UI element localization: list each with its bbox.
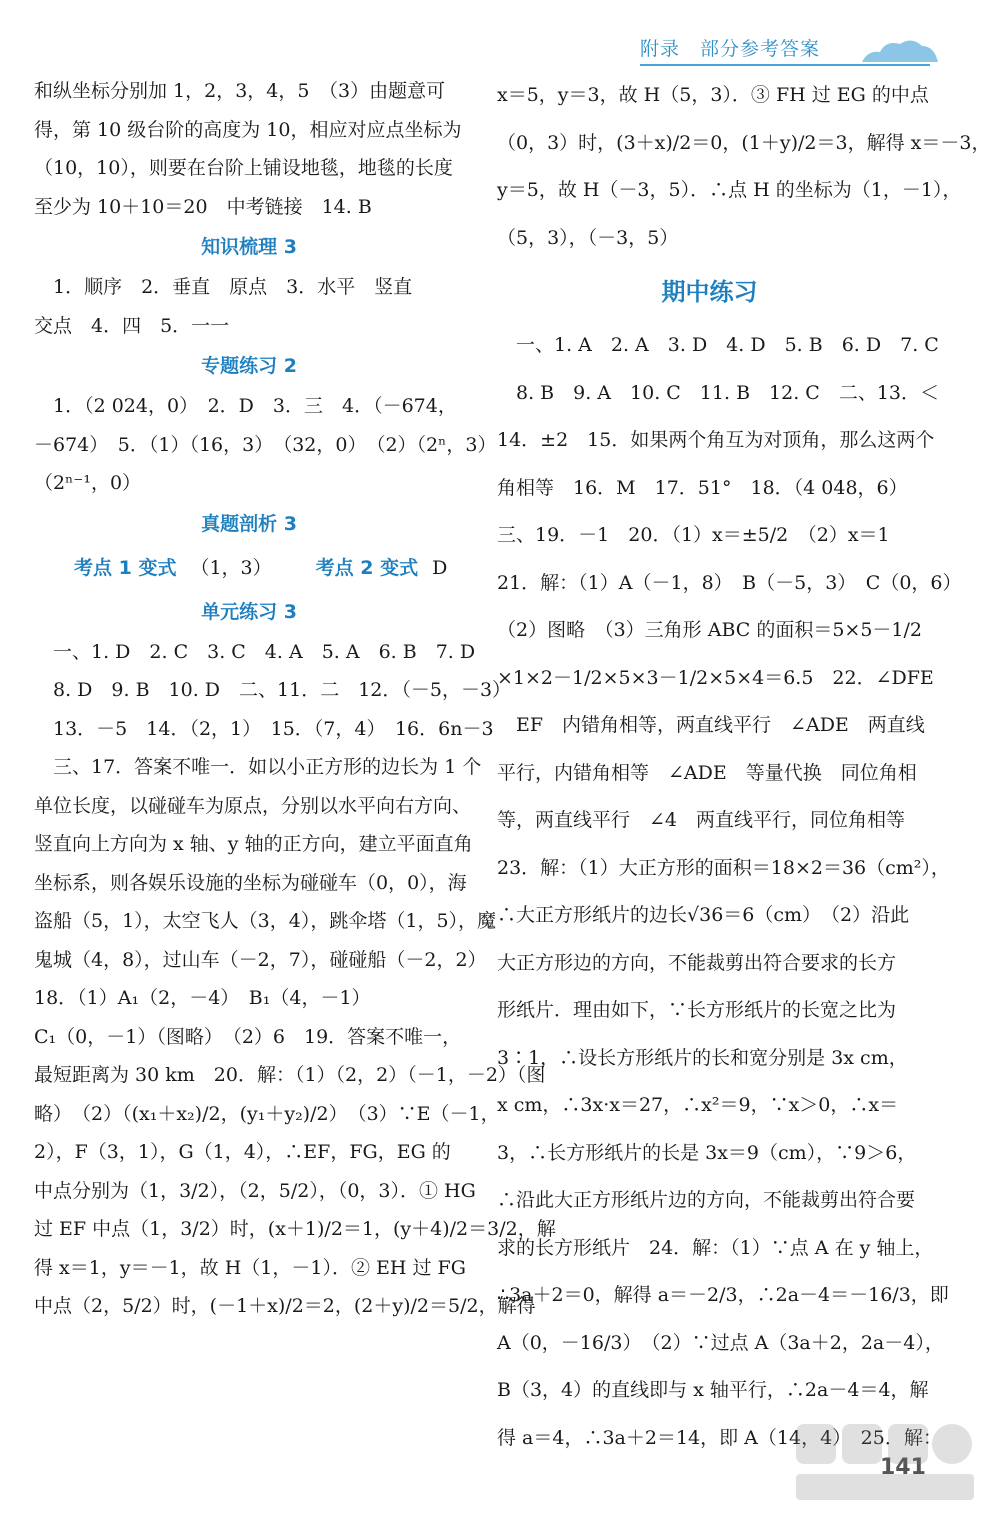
text-line [34,188,464,227]
answer-text: 大正方形边的方向，不能裁剪出符合要求的长方 [497,951,897,974]
answer-text: 中点（2，5/2）时，(－1＋x)/2＝2，(2＋y)/2＝5/2，解得 [34,1295,536,1317]
page-header [640,30,970,64]
text-line [497,1035,922,1083]
header-title: 附录 部分参考答案 [640,38,821,60]
text-line [497,370,940,418]
answer-text: 一、1. A 2. A 3. D 4. D 5. B 6. D 7. C [497,334,939,356]
text-line [497,987,922,1035]
answer-text: 和纵坐标分别加 1，2，3，4，5 （3）由题意可 [34,80,446,102]
answer-text: 三、17．答案不唯一．如以小正方形的边长为 1 个 [34,756,482,778]
variant-label: 考点 2 变式 [315,556,419,579]
text-line [497,120,991,168]
text-line [34,941,487,980]
answer-text: 角相等 16．M 17．51° 18．（4 048，6） [497,476,908,499]
answer-text: 一、1. D 2. C 3. C 4. A 5. A 6. B 7. D [34,640,476,663]
watermark-logo [790,1418,980,1508]
answer-text: C₁（0，－1）（图略） （2）6 19．答案不唯一， [34,1025,462,1048]
answer-text: －674） 5．（1）（16，3） （32，0） （2）（2ⁿ，3） [34,433,497,456]
answer-text: y＝5，故 H（－3，5）．∴点 H 的坐标为（1，－1）， [497,179,962,201]
text-line [34,1287,536,1326]
text-line [497,322,939,370]
section-heading [34,591,464,633]
answer-text: 21．解：（1）A（－1，8） B（－5，3） C（0，6） [497,571,962,594]
answer-text: 8. D 9. B 10. D 二、11．二 12．（－5，－3） [34,679,512,701]
answer-text: 等，两直线平行 ∠4 两直线平行，同位角相等 [497,809,906,831]
section-title: 专题练习 2 [201,355,297,377]
answer-text: 三、19．－1 20．（1）x＝±5/2 （2）x＝1 [497,524,890,546]
answer-text: 8. B 9. A 10. C 11. B 12. C 二、13．＜ [497,381,940,404]
section-heading [34,503,464,545]
text-line [34,268,464,307]
answer-text: x cm，∴3x·x＝27，∴x²＝9，∵x＞0，∴x＝ [497,1094,899,1116]
text-line [34,307,464,346]
text-line [34,464,464,503]
answer-text: ×1×2－1/2×5×3－1/2×5×4＝6.5 22．∠DFE [497,666,934,689]
variant-line [34,545,464,591]
section-title: 单元练习 3 [201,600,297,623]
text-line [34,1095,500,1134]
section-heading [497,262,922,322]
text-line [34,748,482,787]
text-line [497,655,934,703]
text-line [34,1133,464,1172]
answer-text: 1．（2 024，0） 2．D 3．三 4．（－674， [34,395,457,417]
text-line [497,797,922,845]
answer-text: 23．解：（1）大正方形的面积＝18×2＝36（cm²）， [497,856,950,879]
section-heading [34,226,464,268]
answer-text: x＝5，y＝3，故 H（5，3）．③ FH 过 EG 的中点 [497,84,929,106]
text-line [34,979,464,1018]
right-column [497,72,991,1462]
text-line [497,1130,922,1178]
text-line [497,215,922,263]
answer-text: 求的长方形纸片 24．解：（1）∵点 A 在 y 轴上， [497,1236,934,1259]
text-line [497,1082,922,1130]
answer-text: （0，3）时，(3＋x)/2＝0，(1＋y)/2＝3，解得 x＝－3， [497,131,991,154]
answer-text: B（3，4）的直线即与 x 轴平行，∴2a－4＝4，解 [497,1379,929,1401]
text-line [497,750,922,798]
answer-text: 得 a＝4，∴3a＋2＝14，即 A（14，4） 25．解： [497,1426,942,1449]
answer-text: 交点 4．四 5．一一 [34,314,230,337]
answer-text: （10，10），则要在台阶上铺设地毯，地毯的长度 [34,157,453,179]
answer-text: 3∶1，∴设长方形纸片的长和宽分别是 3x cm， [497,1046,908,1069]
answer-text: 得 x＝1，y＝－1，故 H（1，－1）．② EH 过 FG [34,1256,466,1279]
variant-answer: （1，3） [190,556,272,579]
answer-text: 鬼城（4，8），过山车（－2，7），碰碰船（－2，2） [34,948,487,971]
text-line [34,825,473,864]
answer-text: 单位长度，以碰碰车为原点，分别以水平向右方向、 [34,794,472,817]
text-line [34,787,472,826]
answer-text: 坐标系，则各娱乐设施的坐标为碰碰车（0，0），海 [34,871,467,894]
answer-text: 最短距离为 30 km 20．解：（1）（2，2）（－1，－2）（图 [34,1064,546,1086]
answer-text: 盗船（5，1），太空飞人（3，4），跳伞塔（1，5），魔 [34,910,497,932]
text-line [497,72,929,120]
text-line [34,710,494,749]
text-line [497,892,922,940]
text-line [34,671,512,710]
cloud-icon [860,34,940,64]
text-line [34,149,464,188]
answer-text: （2）图略 （3）三角形 ABC 的面积＝5×5－1/2 [497,619,923,641]
text-line [34,1018,464,1057]
answer-text: （2ⁿ⁻¹，0） [34,472,142,494]
left-column [34,72,556,1326]
answer-text: ∴3a＋2＝0，解得 a＝－2/3，∴2a－4＝－16/3，即 [497,1284,949,1306]
answer-text: ∴大正方形纸片的边长√36＝6（cm） （2）沿此 [497,904,910,926]
text-line [497,1177,922,1225]
section-title: 真题剖析 3 [201,512,297,535]
answer-text: 1．顺序 2．垂直 原点 3．水平 竖直 [34,276,413,298]
answer-text: 竖直向上方向为 x 轴、y 轴的正方向，建立平面直角 [34,833,473,855]
answer-text: EF 内错角相等，两直线平行 ∠ADE 两直线 [497,714,925,736]
page-number: 141 [880,1455,926,1480]
answer-text: 中点分别为（1，3/2），（2，5/2），（0，3）．① HG [34,1179,476,1202]
text-line [34,902,497,941]
text-line [497,845,950,893]
answer-text: 18．（1）A₁（2，－4） B₁（4，－1） [34,987,371,1009]
section-title: 期中练习 [661,278,758,306]
text-line [34,864,467,903]
section-heading [34,345,464,387]
text-line [497,417,935,465]
answer-text: 过 EF 中点（1，3/2）时，(x＋1)/2＝1，(y＋4)/2＝3/2，解 [34,1218,556,1240]
section-title: 知识梳理 3 [201,236,297,258]
text-line [497,167,962,215]
text-line [497,560,962,608]
text-line [34,1210,556,1249]
answer-text: ∴沿此大正方形纸片边的方向，不能裁剪出符合要 [497,1189,916,1211]
text-line [497,1367,929,1415]
variant-label: 考点 1 变式 [74,556,177,579]
answer-text: 得，第 10 级台阶的高度为 10，相应对应点坐标为 [34,118,462,141]
text-line [34,426,497,465]
text-line [497,1320,944,1368]
text-line [497,607,922,655]
answer-text: 形纸片．理由如下，∵长方形纸片的长宽之比为 [497,999,897,1021]
answer-text: 3，∴长方形纸片的长是 3x＝9（cm），∵9＞6， [497,1141,917,1164]
text-line [497,1225,934,1273]
text-line [34,1056,546,1095]
text-line [497,512,922,560]
variant-answer: D [432,556,448,579]
text-line [34,1172,476,1211]
text-line [497,1272,949,1320]
answer-text: 平行，内错角相等 ∠ADE 等量代换 同位角相 [497,761,917,784]
text-line [497,465,922,513]
answer-text: 略） （2）（(x₁＋x₂)/2，(y₁＋y₂)/2） （3）∵E（－1， [34,1102,500,1125]
answer-text: A（0，－16/3） （2）∵过点 A（3a＋2，2a－4）， [497,1331,944,1354]
answer-text: （5，3），（－3，5） [497,226,679,249]
answer-text: 至少为 10＋10＝20 中考链接 14. B [34,195,372,218]
text-line [497,702,925,750]
header-rule [640,64,930,66]
answer-text: 14．±2 15．如果两个角互为对顶角，那么这两个 [497,429,935,451]
text-line [34,1249,464,1288]
answer-text: 2），F（3，1），G（1，4），∴EF，FG，EG 的 [34,1141,451,1163]
text-line [34,387,464,426]
text-line [34,111,464,150]
text-line [497,940,922,988]
text-line [34,72,464,111]
text-line [34,633,476,672]
answer-text: 13．－5 14．（2，1） 15．（7，4） 16．6n－3 [34,717,494,740]
